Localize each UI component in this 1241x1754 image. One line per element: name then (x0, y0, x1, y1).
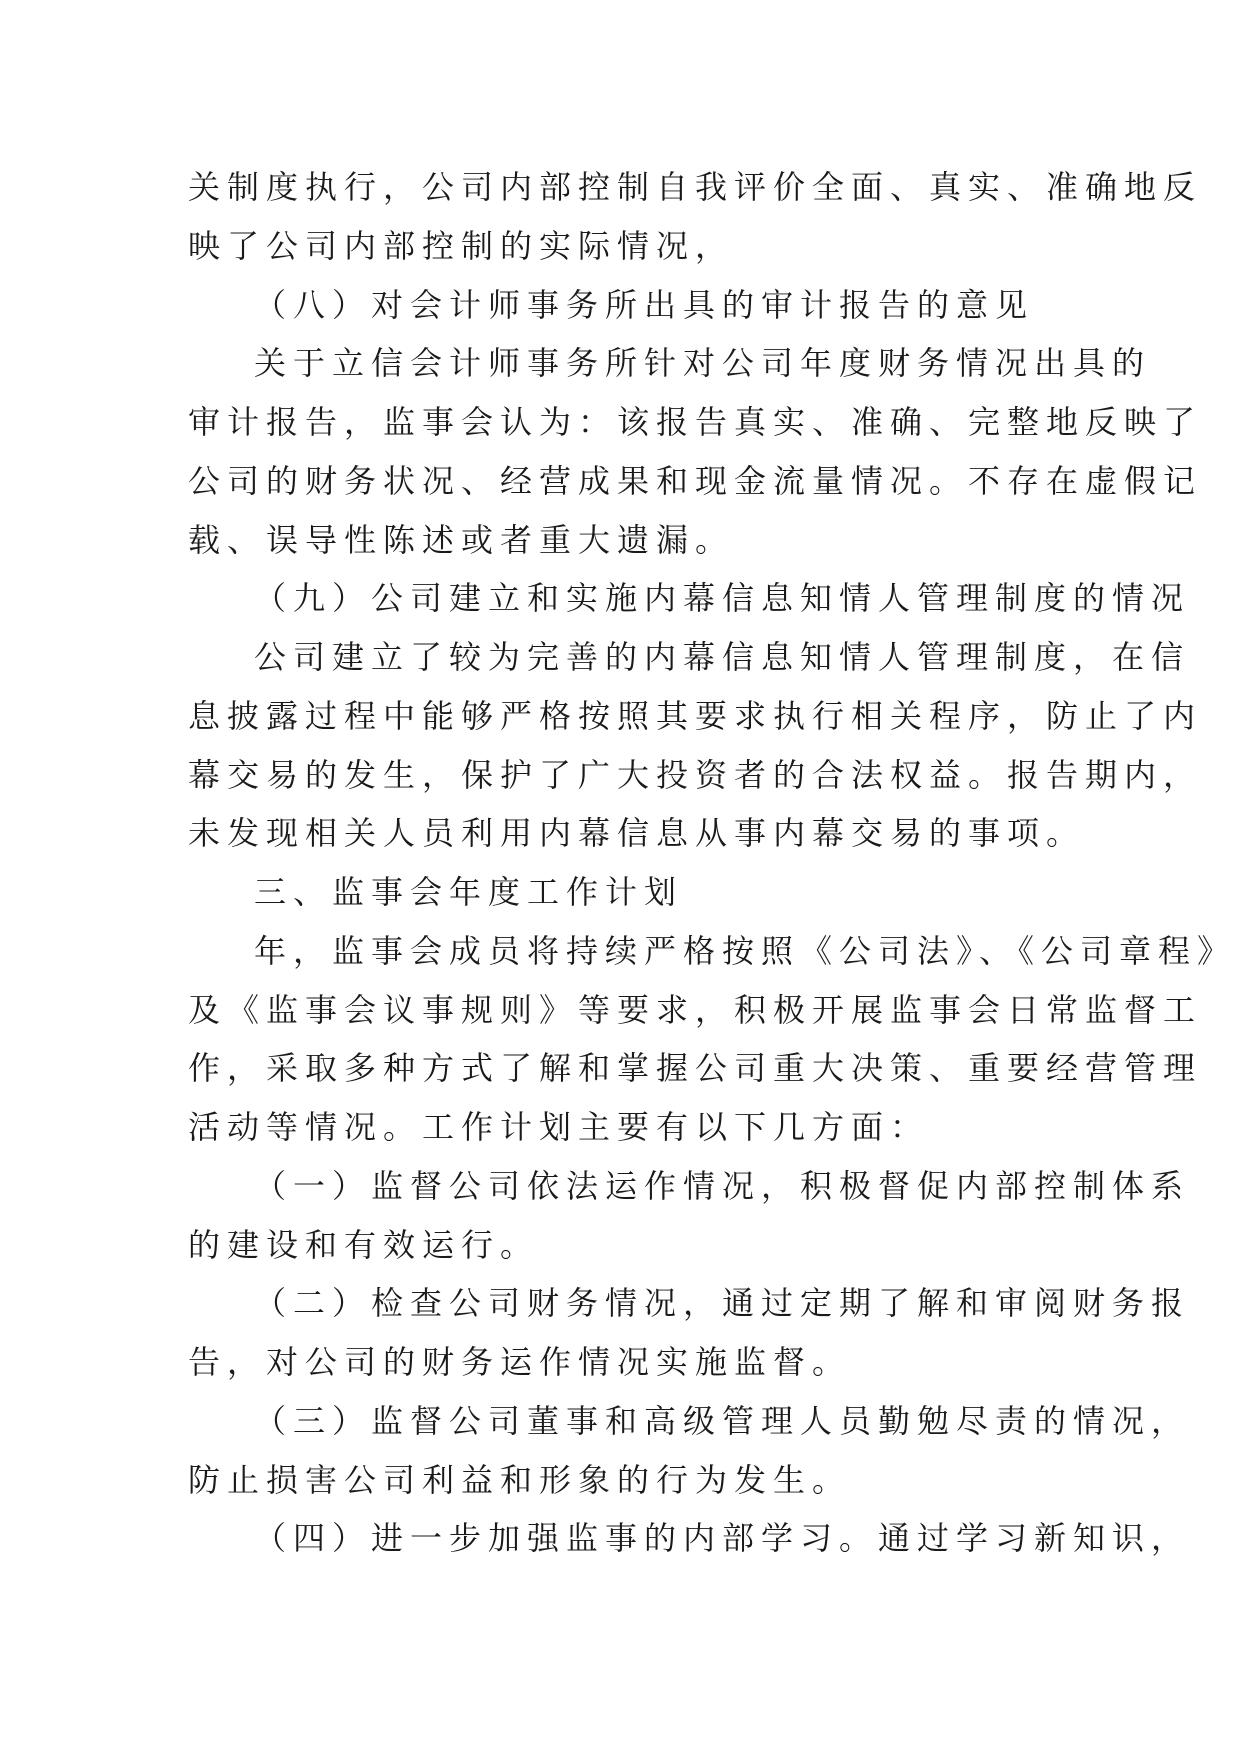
section-heading: （八）对会计师事务所出具的审计报告的意见 (254, 285, 1035, 324)
list-item: （四）进一步加强监事的内部学习。通过学习新知识， (254, 1519, 1191, 1558)
text-line: 审计报告，监事会认为：该报告真实、准确、完整地反映了 (188, 403, 1203, 441)
text-line: 关于立信会计师事务所针对公司年度财务情况出具的 (254, 344, 1152, 383)
text-line: 载、误导性陈述或者重大遗漏。 (188, 520, 735, 559)
text-line: 未发现相关人员利用内幕信息从事内幕交易的事项。 (188, 814, 1086, 853)
text-line: 告，对公司的财务运作情况实施监督。 (188, 1343, 852, 1381)
text-line: 年，监事会成员将持续严格按照《公司法》、《公司章程》 (254, 931, 1237, 970)
section-heading: （九）公司建立和实施内幕信息知情人管理制度的情况 (254, 579, 1191, 618)
text-line: 公司建立了较为完善的内幕信息知情人管理制度，在信 (254, 638, 1191, 676)
text-line: 映了公司内部控制的实际情况， (188, 226, 735, 265)
text-line: 幕交易的发生，保护了广大投资者的合法权益。报告期内， (188, 755, 1203, 794)
text-line: 作，采取多种方式了解和掌握公司重大决策、重要经营管理 (188, 1049, 1203, 1088)
text-line: 息披露过程中能够严格按照其要求执行相关程序，防止了内 (188, 696, 1203, 735)
list-item: （一）监督公司依法运作情况，积极督促内部控制体系 (254, 1166, 1191, 1205)
text-line: 活动等情况。工作计划主要有以下几方面： (188, 1108, 930, 1146)
list-item: （三）监督公司董事和高级管理人员勤勉尽责的情况， (254, 1401, 1191, 1440)
list-item: （二）检查公司财务情况，通过定期了解和审阅财务报 (254, 1284, 1191, 1323)
text-line: 的建设和有效运行。 (188, 1225, 540, 1264)
text-line: 及《监事会议事规则》等要求，积极开展监事会日常监督工 (188, 990, 1203, 1029)
text-line: 公司的财务状况、经营成果和现金流量情况。不存在虚假记 (188, 461, 1203, 500)
document-body (188, 158, 1237, 1568)
text-line: 防止损害公司利益和形象的行为发生。 (188, 1460, 852, 1499)
text-line: 关制度执行，公司内部控制自我评价全面、真实、准确地反 (188, 168, 1203, 206)
section-heading: 三、监事会年度工作计划 (254, 873, 684, 911)
